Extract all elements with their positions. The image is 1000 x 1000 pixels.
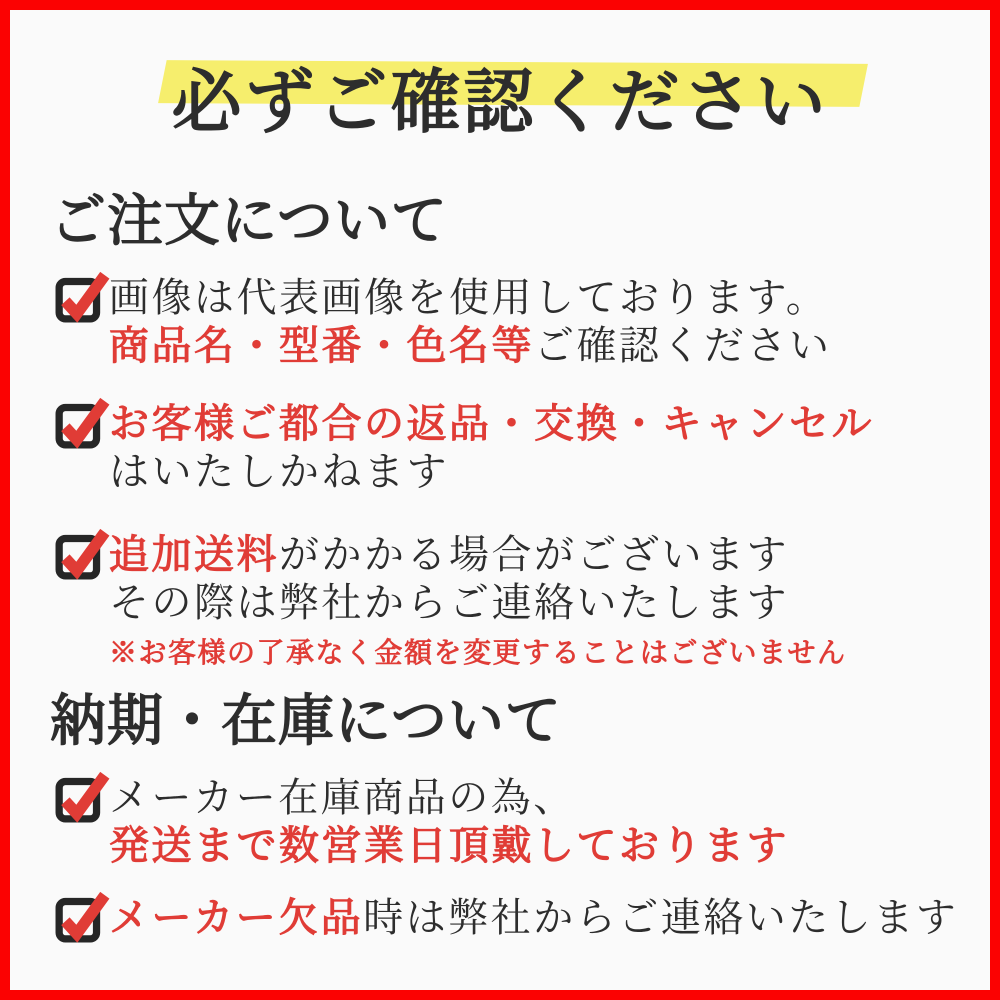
list-item-representative-image — [55, 274, 832, 370]
text-run-red: 商品名・型番・色名等 — [109, 323, 534, 368]
checkbox-icon — [55, 525, 109, 579]
list-item-no-returns — [55, 400, 874, 496]
list-item-maker-stock — [55, 774, 789, 870]
checkbox-icon — [55, 888, 109, 942]
text-run-red: 発送まで数営業日頂戴しております — [109, 823, 789, 868]
text-run-red: メーカー欠品 — [109, 895, 364, 940]
text-line — [109, 531, 847, 579]
checkbox-icon — [55, 268, 109, 322]
list-item-maker-shortage — [55, 894, 958, 942]
text-run: はいたしかねます — [109, 449, 449, 494]
text-run: がかかる場合がございます — [279, 532, 789, 577]
checkbox-icon — [55, 394, 109, 448]
text-run: その際は弊社からご連絡いたします — [109, 580, 789, 625]
text-run: メーカー在庫商品の為、 — [109, 775, 576, 820]
text-line — [109, 774, 789, 822]
list-item-extra-shipping — [55, 531, 847, 671]
item-text — [109, 774, 789, 870]
item-text — [109, 400, 874, 496]
text-line — [109, 400, 874, 448]
item-text — [109, 274, 832, 370]
text-line — [109, 894, 958, 942]
text-run-red: お客様ご都合の返品・交換・キャンセル — [109, 401, 874, 446]
section-heading-stock: 納期・在庫について — [50, 691, 562, 753]
title-wrap — [10, 46, 990, 147]
item-text — [109, 894, 958, 942]
page-title: 必ずご確認ください — [171, 65, 829, 142]
text-line — [109, 579, 847, 627]
text-line — [109, 822, 789, 870]
checkbox-icon — [55, 768, 109, 822]
text-run-red: 追加送料 — [109, 532, 279, 577]
text-line — [109, 322, 832, 370]
text-run: 時は弊社からご連絡いたします — [363, 895, 959, 940]
price-change-note: ※お客様の了承なく金額を変更することはございません — [109, 638, 847, 669]
text-run: 画像は代表画像を使用しております。 — [109, 275, 829, 320]
text-line — [109, 448, 874, 496]
text-line — [109, 274, 832, 322]
text-run: ご確認ください — [534, 323, 832, 368]
section-heading-order: ご注文について — [50, 191, 448, 253]
item-text — [109, 531, 847, 671]
